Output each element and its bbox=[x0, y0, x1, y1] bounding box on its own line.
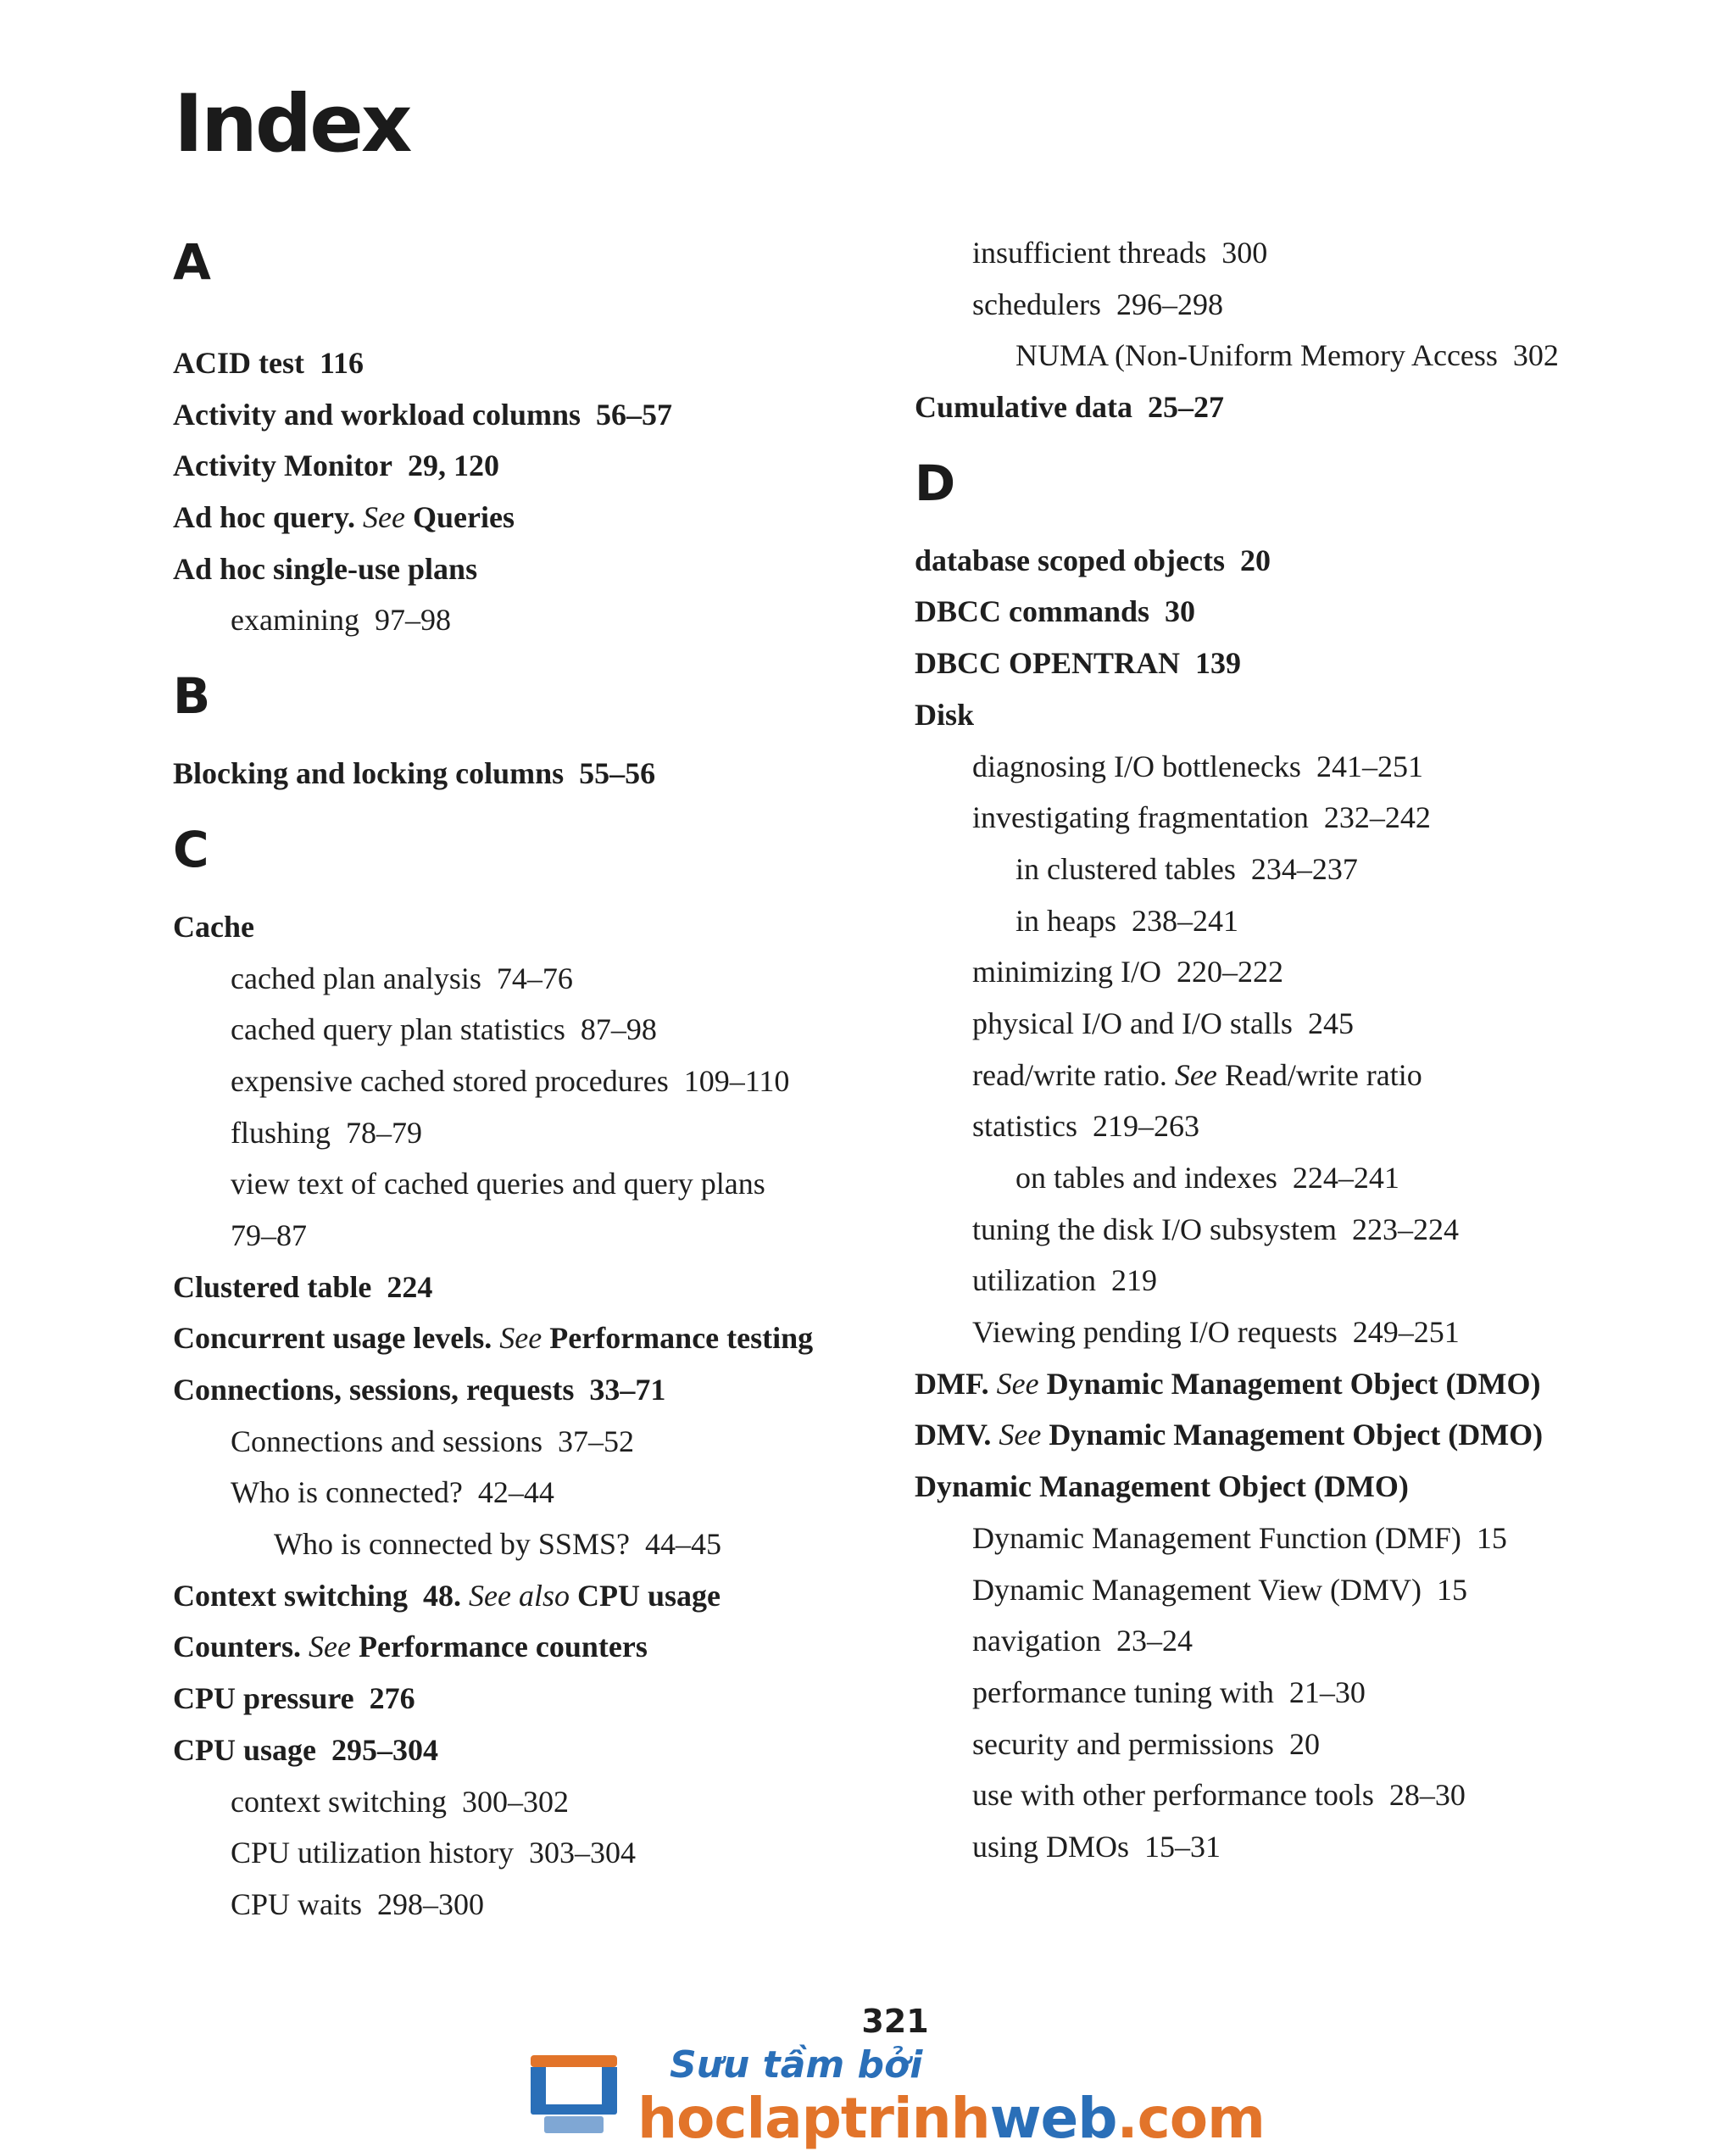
index-entry: Disk bbox=[915, 697, 975, 732]
index-entry: database scoped objects 20 bbox=[915, 543, 1271, 577]
index-entry: DBCC commands 30 bbox=[915, 594, 1196, 629]
index-entry: Activity and workload columns 56–57 bbox=[173, 397, 673, 432]
watermark-logo bbox=[527, 2043, 1265, 2151]
index-subentry: minimizing I/O 220–222 bbox=[972, 955, 1283, 989]
index-entry: Context switching 48. See also CPU usage bbox=[173, 1578, 721, 1613]
index-subentry: Who is connected? 42–44 bbox=[231, 1475, 554, 1510]
index-subsubentry: in clustered tables 234–237 bbox=[1015, 851, 1358, 886]
index-subentry: insufficient threads 300 bbox=[972, 236, 1268, 270]
index-subentry: CPU waits 298–300 bbox=[231, 1886, 485, 1921]
index-subsubentry: on tables and indexes 224–241 bbox=[1015, 1161, 1399, 1195]
watermark-tagline: Sưu tầm bởi bbox=[670, 2043, 923, 2087]
page-number: 321 bbox=[861, 2003, 929, 2040]
index-entry: Ad hoc single-use plans bbox=[173, 551, 478, 586]
computer-logo-icon bbox=[527, 2052, 620, 2137]
index-subsubentry: NUMA (Non-Uniform Memory Access 302 bbox=[1015, 338, 1559, 373]
watermark-site: hoclaptrinhweb.com bbox=[637, 2086, 1265, 2151]
index-subentry: context switching 300–302 bbox=[231, 1784, 569, 1819]
index-column-left bbox=[173, 227, 919, 1931]
index-entry: Dynamic Management Object (DMO) bbox=[915, 1469, 1409, 1504]
index-subentry: cached query plan statistics 87–98 bbox=[231, 1012, 657, 1047]
index-subentry: diagnosing I/O bottlenecks 241–251 bbox=[972, 749, 1423, 783]
index-subentry: flushing 78–79 bbox=[231, 1115, 423, 1150]
index-subentry: read/write ratio. See Read/write ratio bbox=[972, 1057, 1422, 1092]
index-entry: Concurrent usage levels. See Performance testing bbox=[173, 1321, 814, 1356]
index-subentry: expensive cached stored procedures 109–110 bbox=[231, 1063, 790, 1098]
index-subentry: examining 97–98 bbox=[231, 603, 451, 638]
index-subentry: performance tuning with 21–30 bbox=[972, 1675, 1366, 1709]
index-subentry: use with other performance tools 28–30 bbox=[972, 1778, 1466, 1813]
index-subsubentry: in heaps 238–241 bbox=[1015, 903, 1238, 938]
section-letter-b: B bbox=[173, 667, 211, 726]
index-entry: Cache bbox=[173, 909, 254, 944]
index-subentry: schedulers 296–298 bbox=[972, 287, 1223, 321]
index-subentry: CPU utilization history 303–304 bbox=[231, 1836, 637, 1870]
index-entry: Cumulative data 25–27 bbox=[915, 390, 1225, 425]
index-subentry: Dynamic Management Function (DMF) 15 bbox=[972, 1520, 1507, 1555]
index-subentry: Dynamic Management View (DMV) 15 bbox=[972, 1572, 1468, 1607]
index-subentry: investigating fragmentation 232–242 bbox=[972, 800, 1431, 835]
index-subentry: navigation 23–24 bbox=[972, 1624, 1193, 1658]
index-subentry: statistics 219–263 bbox=[972, 1109, 1199, 1144]
index-subentry: cached plan analysis 74–76 bbox=[231, 961, 573, 995]
index-subsubentry: Who is connected by SSMS? 44–45 bbox=[274, 1527, 721, 1562]
page-title: Index bbox=[174, 78, 410, 170]
section-letter-d: D bbox=[915, 454, 956, 512]
index-column-right bbox=[915, 227, 1711, 1873]
section-letter-a: A bbox=[173, 233, 211, 291]
index-entry: Connections, sessions, requests 33–71 bbox=[173, 1373, 666, 1407]
index-entry: Counters. See Performance counters bbox=[173, 1630, 648, 1664]
index-subentry: tuning the disk I/O subsystem 223–224 bbox=[972, 1212, 1459, 1246]
index-entry: CPU usage 295–304 bbox=[173, 1732, 438, 1767]
index-entry: Ad hoc query. See Queries bbox=[173, 500, 515, 535]
index-entry: DBCC OPENTRAN 139 bbox=[915, 646, 1242, 681]
index-entry: Blocking and locking columns 55–56 bbox=[173, 756, 656, 791]
index-subentry: view text of cached queries and query plans bbox=[231, 1167, 765, 1201]
index-subentry: using DMOs 15–31 bbox=[972, 1829, 1221, 1864]
section-letter-c: C bbox=[173, 820, 209, 878]
index-subentry-pages: 79–87 bbox=[231, 1218, 307, 1252]
index-subentry: Viewing pending I/O requests 249–251 bbox=[972, 1315, 1460, 1350]
index-entry: DMV. See Dynamic Management Object (DMO) bbox=[915, 1418, 1544, 1452]
index-entry: DMF. See Dynamic Management Object (DMO) bbox=[915, 1366, 1541, 1401]
index-subentry: physical I/O and I/O stalls 245 bbox=[972, 1006, 1354, 1040]
index-subentry: security and permissions 20 bbox=[972, 1726, 1320, 1761]
index-entry: Clustered table 224 bbox=[173, 1269, 433, 1304]
index-entry: Activity Monitor 29, 120 bbox=[173, 449, 499, 483]
index-subentry: Connections and sessions 37–52 bbox=[231, 1424, 634, 1458]
index-entry: ACID test 116 bbox=[173, 346, 364, 380]
index-entry: CPU pressure 276 bbox=[173, 1681, 415, 1716]
index-subentry: utilization 219 bbox=[972, 1263, 1157, 1298]
